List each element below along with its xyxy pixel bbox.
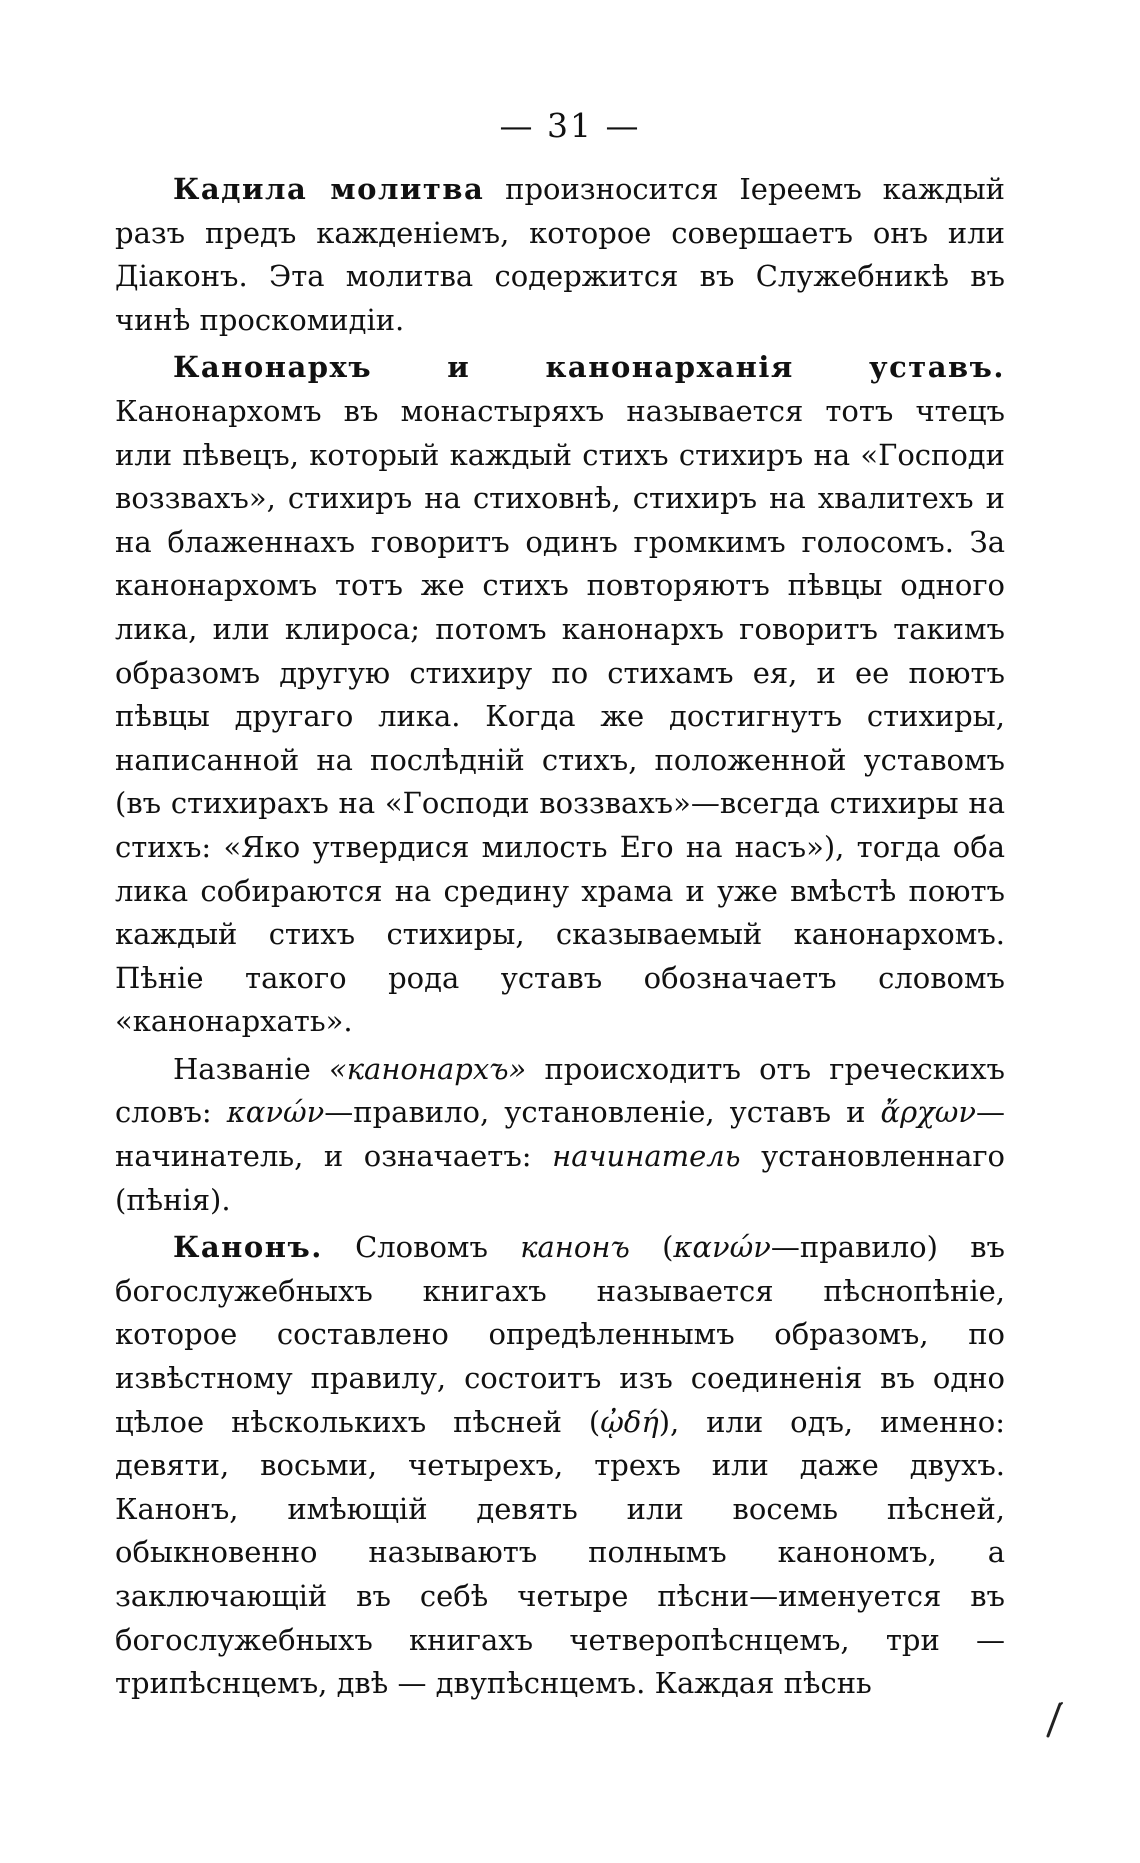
paragraph-text: произносится Iереемъ каждый разъ предъ кажденiемъ, которое совершаетъ онъ или Дiаконъ. Эта молитва содержится въ Служебникѣ въ чинѣ проскомидiи.	[115, 172, 1006, 337]
text-run: —начинатель, и означаетъ:	[115, 1095, 1006, 1174]
term-heading: Кадила молитва	[173, 172, 485, 206]
pencil-mark	[1042, 1700, 1066, 1740]
text-run: —правило) въ богослужебныхъ книгахъ называется пѣснопѣнiе, которое составлено опредѣленнымъ образомъ, по извѣстному правилу, состоитъ изъ соединенiя въ одно цѣлое нѣсколькихъ пѣсней (	[115, 1230, 1005, 1439]
italic-term: «канонархъ»	[328, 1051, 527, 1086]
paragraph-kadila-molitva	[115, 168, 1005, 342]
text-run: ), или одъ, именно: девяти, восьми, четырехъ, трехъ или даже двухъ. Канонъ, имѣющiй девять или восемь пѣсней, обыкновенно называютъ полнымъ канономъ, а заключающiй въ себѣ четыре пѣсни—именуется въ богослужебныхъ книгахъ четверопѣснцемъ, три — трипѣснцемъ, двѣ — двупѣснцемъ. Каждая пѣснь	[115, 1404, 1005, 1701]
text-run: установленнаго (пѣнiя).	[115, 1139, 1006, 1217]
text-run: Названiе	[173, 1051, 329, 1086]
greek-word: κανών	[226, 1095, 325, 1130]
italic-term: канонъ	[520, 1230, 630, 1265]
term-heading: Канонархъ и канонарханiя уставъ.	[173, 350, 1005, 385]
term-heading: Канонъ.	[173, 1230, 323, 1265]
text-run: Словомъ	[322, 1230, 521, 1265]
text-run: —правило, установленiе, уставъ и	[324, 1095, 881, 1130]
paragraph-kanon	[115, 1226, 1005, 1706]
italic-term: начинатель	[552, 1139, 741, 1174]
greek-word: ᾠδή	[600, 1404, 659, 1439]
text-run: (	[629, 1230, 674, 1265]
text-run: происходитъ отъ греческихъ словъ:	[115, 1051, 1006, 1130]
page-number: — 31 —	[499, 106, 641, 145]
paragraph-kanonarkh	[115, 346, 1005, 1044]
paragraph-text: Канонархомъ въ монастыряхъ называется тотъ чтецъ или пѣвецъ, который каждый стихъ стихиръ на «Господи воззвахъ», стихиръ на стиховнѣ, стихиръ на хвалитехъ и на блаженнахъ говоритъ одинъ громкимъ голосомъ. За канонархомъ тотъ же стихъ повторяютъ пѣвцы одного лика, или клироса; потомъ канонархъ говоритъ такимъ образомъ другую стихиру по стихамъ ея, и ее поютъ пѣвцы другаго лика. Когда же достигнутъ стихиры, написанной на послѣднiй стихъ, положенной уставомъ (въ стихирахъ на «Господи воззвахъ»—всегда стихиры на стихъ: «Яко утвердися милость Его на насъ»), тогда оба лика собираются на средину храма и уже вмѣстѣ поютъ каждый стихъ стихиры, сказываемый канонархомъ. Пѣнiе такого рода уставъ обозначаетъ словомъ «канонархать».	[115, 393, 1005, 1039]
paragraph-nazvanie	[115, 1048, 1005, 1222]
greek-word: ἄρχων	[880, 1095, 977, 1130]
greek-word: κανών	[673, 1230, 771, 1265]
body-text	[115, 168, 1005, 1706]
